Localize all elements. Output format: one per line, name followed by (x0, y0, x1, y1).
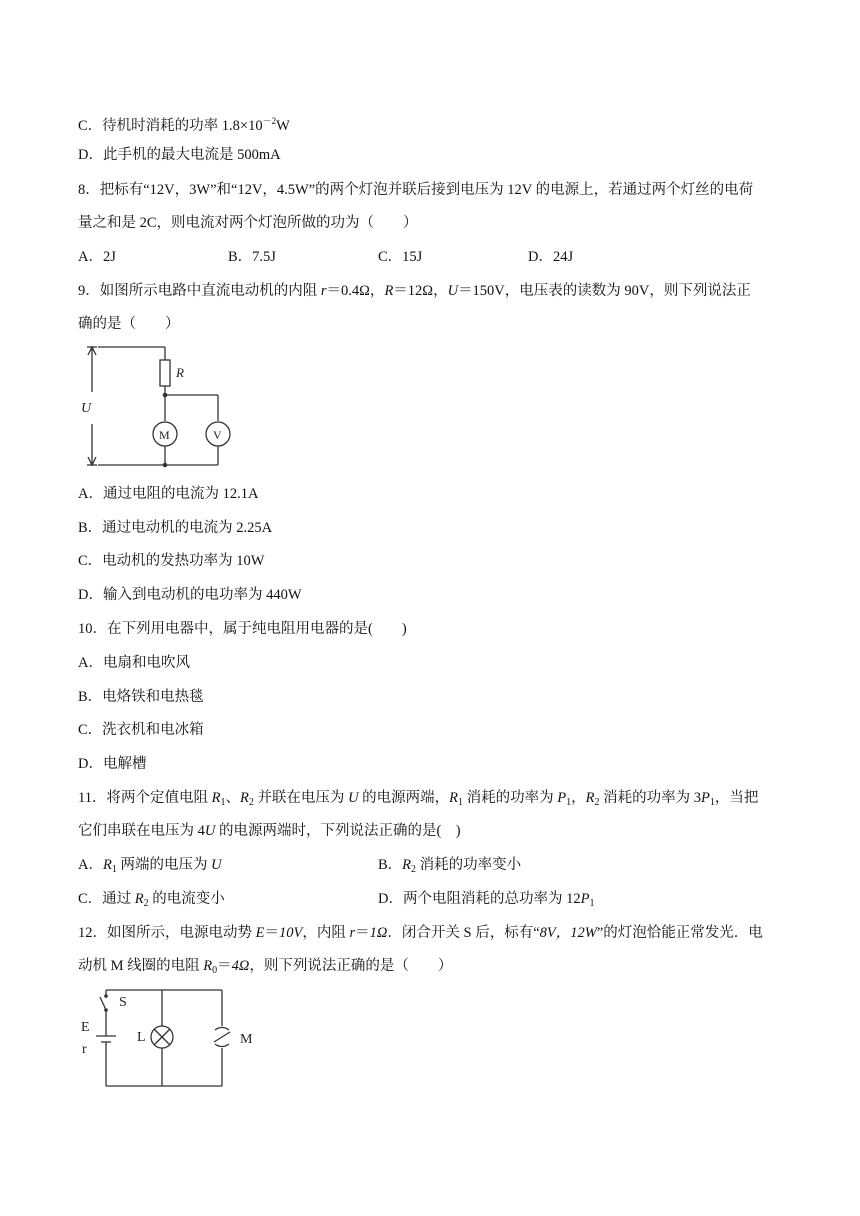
q11-subscript: 1 (220, 797, 226, 808)
q11-text: 11．将两个定值电阻 (78, 790, 212, 806)
q11-symbol-P: P (557, 790, 567, 806)
q12-label-M: M (240, 1032, 253, 1047)
q9-stem-line1 (78, 281, 751, 301)
q11-subscript: 1 (458, 797, 464, 808)
q9-symbol-R: R (384, 283, 394, 299)
q9-option-a: A．通过电阻的电流为 12.1A (78, 486, 259, 502)
q11-option-a (78, 855, 222, 880)
q10-option-c: C．洗衣机和电冰箱 (78, 722, 204, 738)
q12-stem-line1 (78, 923, 763, 943)
q12-symbol-E: E (255, 925, 265, 941)
q9-symbol-U: U (447, 283, 459, 299)
q11-text: 的电源两端， (358, 790, 450, 806)
q12-value-E: 10V (278, 925, 303, 941)
q11-option-d-text: D．两个电阻消耗的总功率为 12 (378, 891, 581, 907)
q12-circuit-diagram (74, 984, 274, 1094)
q8-option-c: C．15J (378, 249, 423, 265)
q11-symbol-U: U (348, 790, 359, 806)
q11-symbol-R: R (585, 790, 595, 806)
q9-stem-text-c: ＝12Ω， (393, 283, 448, 299)
q11-symbol-R: R (102, 857, 112, 873)
q7-option-c-exponent: －2 (262, 116, 277, 126)
q11-option-c-text: C．通过 (78, 891, 135, 907)
q9-junction-bottom (163, 463, 168, 468)
q8-option-b: B．7.5J (228, 249, 276, 265)
q11-subscript: 2 (411, 864, 417, 875)
q10-option-a: A．电扇和电吹风 (78, 655, 190, 671)
q11-symbol-U: U (204, 823, 216, 839)
q11-text: 消耗的功率为 (463, 790, 558, 806)
q8-option-a: A．2J (78, 249, 116, 265)
q10-option-d: D．电解槽 (78, 756, 147, 772)
q11-option-c-text: 的电流变小 (148, 891, 225, 907)
q12-text: ，内阻 (302, 925, 350, 941)
q11-symbol-P: P (701, 790, 710, 806)
q12-text: ＝ (264, 925, 279, 941)
q9-stem-line2: 确的是（ ） (78, 316, 180, 332)
q12-subscript: 0 (212, 965, 218, 976)
q12-switch-contact-top (104, 994, 108, 998)
q11-text: ， (571, 790, 586, 806)
q11-option-b-text: 消耗的功率变小 (416, 857, 522, 873)
q11-subscript: 1 (566, 797, 572, 808)
q12-text: ”的灯泡恰能正常发光．电 (596, 925, 763, 941)
q9-stem-text-d: ＝150V，电压表的读数为 90V，则下列说法正 (458, 283, 751, 299)
q8-option-d: D．24J (528, 249, 574, 265)
q11-symbol-R: R (211, 790, 221, 806)
q12-symbol-R0: R (203, 958, 213, 974)
q11-text: ，当把 (714, 790, 759, 806)
q11-text: 并联在电压为 (253, 790, 349, 806)
q9-symbol-r: r (320, 283, 327, 299)
q11-symbol-R: R (134, 891, 144, 907)
q11-subscript: 2 (594, 797, 600, 808)
q11-option-b-text: B． (378, 857, 403, 873)
q9-label-U: U (81, 401, 92, 416)
q7-option-c-text: C．待机时消耗的功率 1.8×10 (78, 118, 263, 134)
q9-option-d: D．输入到电动机的电功率为 440W (78, 587, 302, 603)
q12-stem-line2 (78, 956, 452, 981)
q11-subscript: 1 (111, 864, 117, 875)
q11-text: 它们串联在电压为 4 (78, 823, 205, 839)
q7-option-d: D．此手机的最大电流是 500mA (78, 147, 281, 163)
q12-label-L: L (137, 1030, 146, 1045)
q9-label-R: R (176, 365, 184, 380)
q11-symbol-R: R (239, 790, 249, 806)
q11-stem-line2 (78, 821, 461, 841)
q12-lamp-rating: 8V，12W (539, 925, 597, 941)
q11-text: 、 (225, 790, 240, 806)
q12-value-r: 1Ω (369, 925, 388, 941)
q9-option-b: B．通过电动机的电流为 2.25A (78, 520, 273, 536)
q12-symbol-r: r (349, 925, 356, 941)
q12-text: ，则下列说法正确的是（ ） (249, 958, 453, 974)
q12-text: 12．如图所示，电源电动势 (78, 925, 256, 941)
q7-option-c (78, 111, 290, 136)
q11-option-b (378, 855, 521, 880)
q9-circuit-diagram (76, 340, 256, 472)
q9-motor-label: M (159, 428, 170, 442)
q11-option-d (378, 889, 594, 914)
q12-switch-contact-bottom (104, 1008, 108, 1012)
q11-option-c (78, 889, 225, 914)
q11-option-a-text: A． (78, 857, 103, 873)
q11-subscript: 2 (143, 898, 149, 909)
q11-subscript: 1 (589, 898, 595, 909)
q11-symbol-P: P (580, 891, 590, 907)
q11-text: 的电源两端时，下列说法正确的是( ) (215, 823, 461, 839)
q11-symbol-R: R (449, 790, 459, 806)
q12-text: 动机 M 线圈的电阻 (78, 958, 204, 974)
q11-symbol-R: R (402, 857, 412, 873)
q9-option-c: C．电动机的发热功率为 10W (78, 553, 265, 569)
q12-text: ．闭合开关 S 后，标有“ (387, 925, 540, 941)
q10-option-b: B．电烙铁和电热毯 (78, 689, 204, 705)
q8-stem-line1: 8．把标有“12V，3W”和“12V，4.5W”的两个灯泡并联后接到电压为 12V 的电源上，若通过两个灯丝的电荷 (78, 182, 754, 198)
q10-stem: 10．在下列用电器中，属于纯电阻用电器的是( ) (78, 621, 407, 637)
q12-label-E: E (81, 1020, 90, 1035)
q9-stem-text-a: 9．如图所示电路中直流电动机的内阻 (78, 283, 321, 299)
q12-text: ＝ (217, 958, 232, 974)
q11-subscript: 2 (248, 797, 254, 808)
q11-stem-line1 (78, 788, 758, 813)
q12-text: ＝ (355, 925, 370, 941)
q12-label-S: S (119, 995, 127, 1010)
q9-voltmeter-label: V (213, 428, 222, 442)
q7-option-c-unit: W (276, 118, 290, 134)
q12-label-r: r (82, 1042, 87, 1057)
q12-value-R0: 4Ω (231, 958, 250, 974)
q9-junction-top (163, 393, 168, 398)
q11-subscript: 1 (709, 797, 715, 808)
q11-symbol-U: U (211, 857, 222, 873)
q8-stem-line2: 量之和是 2C，则电流对两个灯泡所做的功为（ ） (78, 215, 418, 231)
q9-stem-text-b: ＝0.4Ω， (326, 283, 385, 299)
q11-option-a-text: 两端的电压为 (116, 857, 212, 873)
q11-text: 消耗的功率为 3 (599, 790, 701, 806)
